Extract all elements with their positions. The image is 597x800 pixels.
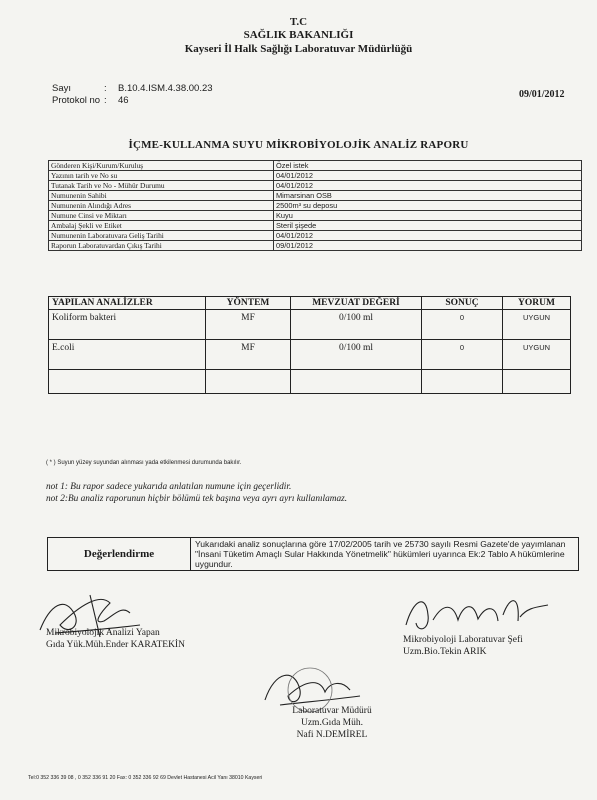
info-row: [49, 211, 582, 221]
info-row: [49, 161, 582, 171]
report-date: 09/01/2012: [519, 89, 565, 100]
info-label: Ambalaj Şekli ve Etiket: [49, 221, 274, 231]
info-label: Yazının tarih ve No su: [49, 171, 274, 181]
analyst-name: Gıda Yük.Müh.Ender KARATEKİN: [46, 640, 185, 650]
footnote: ( * ) Suyun yüzey suyundan alınması yada etkilenmesi durumunda bakılır.: [46, 460, 242, 466]
sayi-label: Sayı: [52, 83, 72, 94]
col-method: YÖNTEM: [206, 297, 291, 310]
empty-cell: [206, 370, 291, 394]
info-row: [49, 221, 582, 231]
info-value: Steril şişede: [274, 221, 582, 231]
evaluation-row: [48, 538, 579, 571]
analyst-title: Mikrobiyolojik Analizi Yapan: [46, 628, 160, 638]
header-ministry: SAĞLIK BAKANLIĞI: [243, 29, 354, 41]
director-name: Nafi N.DEMİREL: [296, 730, 368, 740]
header-tc: T.C: [289, 16, 308, 28]
info-value: 04/01/2012: [274, 171, 582, 181]
sayi-row: [52, 83, 213, 94]
table-row: [49, 340, 571, 370]
sample-info-table: [48, 160, 582, 251]
director-sub: Uzm.Gıda Müh.: [300, 718, 363, 728]
col-limit: MEVZUAT DEĞERİ: [291, 297, 422, 310]
empty-cell: [422, 370, 503, 394]
info-label: Tutanak Tarih ve No - Mühür Durumu: [49, 181, 274, 191]
analysis-method: MF: [206, 310, 291, 340]
analysis-results-table: [48, 296, 571, 394]
chief-title: Mikrobiyoloji Laboratuvar Şefi: [403, 635, 523, 645]
analysis-result: 0: [422, 340, 503, 370]
table-row-empty: [49, 370, 571, 394]
director-title: Laboratuvar Müdürü: [292, 706, 372, 716]
note-1: not 1: Bu rapor sadece yukarıda anlatılan numune için geçerlidir.: [46, 482, 292, 492]
signature-block-chief: [403, 634, 523, 658]
protokol-sep: :: [104, 95, 107, 106]
analysis-comment: UYGUN: [503, 340, 571, 370]
col-analysis: YAPILAN ANALİZLER: [49, 297, 206, 310]
analysis-limit: 0/100 ml: [291, 340, 422, 370]
info-label: Numunenin Alındığı Adres: [49, 201, 274, 211]
signature-block-analyst: [46, 627, 185, 651]
protokol-label: Protokol no: [52, 95, 101, 106]
info-row: [49, 201, 582, 211]
sayi-value: B.10.4.ISM.4.38.00.23: [118, 83, 213, 94]
analysis-limit: 0/100 ml: [291, 310, 422, 340]
analysis-result: 0: [422, 310, 503, 340]
info-label: Numunenin Laboratuvara Geliş Tarihi: [49, 231, 274, 241]
info-label: Numune Cinsi ve Miktarı: [49, 211, 274, 221]
note-2: not 2:Bu analiz raporunun hiçbir bölümü tek başına veya ayrı ayrı kullanılamaz.: [46, 494, 348, 504]
analysis-name: E.coli: [49, 340, 206, 370]
info-value: Kuyu: [274, 211, 582, 221]
info-value: Özel istek: [274, 161, 582, 171]
info-label: Gönderen Kişi/Kurum/Kuruluş: [49, 161, 274, 171]
table-row: [49, 310, 571, 340]
info-value: 04/01/2012: [274, 181, 582, 191]
footer-contact: Tel:0 352 336 39 08 , 0 352 336 91 20 Fax: 0 352 336 92 69 Devlet Hastanesi Acil Yanı 38010 Kayseri: [28, 775, 263, 781]
signature-right-icon: [398, 585, 558, 640]
report-title: İÇME-KULLANMA SUYU MİKROBİYOLOJİK ANALİZ RAPORU: [128, 139, 469, 151]
empty-cell: [49, 370, 206, 394]
analysis-name: Koliform bakteri: [49, 310, 206, 340]
header-directorate: Kayseri İl Halk Sağlığı Laboratuvar Müdürlüğü: [184, 43, 413, 55]
empty-cell: [503, 370, 571, 394]
info-row: [49, 171, 582, 181]
analysis-comment: UYGUN: [503, 310, 571, 340]
info-value: Mimarsinan OSB: [274, 191, 582, 201]
info-row: [49, 181, 582, 191]
evaluation-box: [47, 537, 579, 571]
info-label: Numunenin Sahibi: [49, 191, 274, 201]
info-value: 04/01/2012: [274, 231, 582, 241]
protokol-row: [52, 95, 129, 106]
evaluation-text: Yukarıdaki analiz sonuçlarına göre 17/02/2005 tarih ve 25730 sayılı Resmi Gazete'de yayımlanan "İnsani Tüketim Amaçlı Sular Hakkında Yönetmelik" hükümleri uyarınca Ek:2 Tablo A hükümlerine uygundur.: [191, 538, 579, 571]
evaluation-label: Değerlendirme: [48, 538, 191, 571]
analysis-method: MF: [206, 340, 291, 370]
info-value: 09/01/2012: [274, 241, 582, 251]
info-label: Raporun Laboratuvardan Çıkış Tarihi: [49, 241, 274, 251]
info-row: [49, 231, 582, 241]
signature-block-director: [272, 705, 392, 741]
info-row: [49, 241, 582, 251]
info-row: [49, 191, 582, 201]
chief-name: Uzm.Bio.Tekin ARIK: [403, 647, 487, 657]
protokol-value: 46: [118, 95, 129, 106]
sayi-sep: :: [104, 83, 107, 94]
empty-cell: [291, 370, 422, 394]
col-result: SONUÇ: [422, 297, 503, 310]
results-header-row: [49, 297, 571, 310]
col-comment: YORUM: [503, 297, 571, 310]
info-value: 2500m³ su deposu: [274, 201, 582, 211]
